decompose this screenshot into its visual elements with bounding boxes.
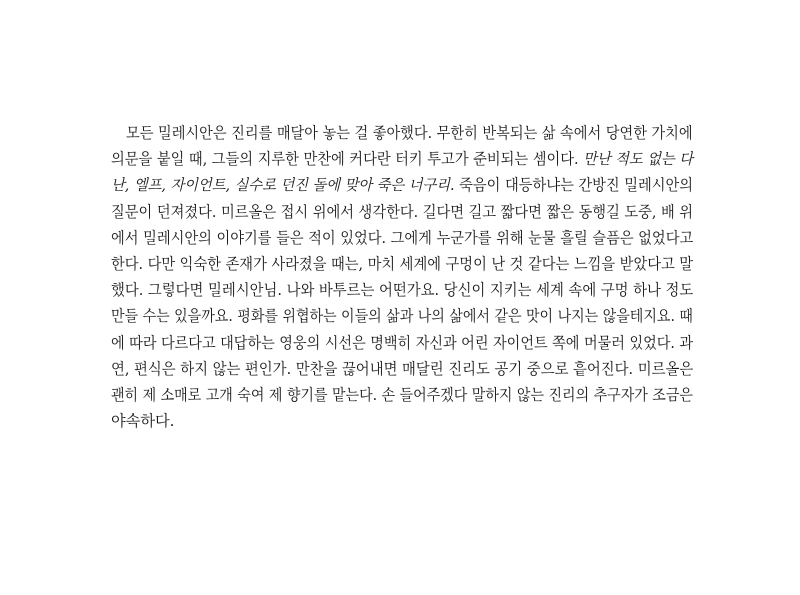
- body-paragraph: [111, 120, 693, 434]
- text-run: 의문을 붙일 때, 그들의 지루한 만찬에 커다란 터키 투고가 준비되는 셈이다.: [111, 150, 584, 169]
- text-run: 야속하다.: [111, 412, 175, 431]
- text-run: 에서 밀레시안의 이야기를 들은 적이 있었다. 그에게 누군가를 위해 눈물 흘릴 슬픔은 없었다고: [111, 228, 694, 247]
- text-line: [111, 172, 693, 198]
- text-run: 했다. 그렇다면 밀레시안님. 나와 바투르는 어떤가요. 당신이 지키는 세계 속에 구멍 하나 정도: [111, 281, 694, 300]
- text-line: [111, 408, 693, 434]
- text-line: [111, 120, 693, 146]
- text-run: 한다. 다만 익숙한 존재가 사라졌을 때는, 마치 세계에 구멍이 난 것 같다는 느낌을 받았다고 말: [111, 254, 694, 273]
- text-run: 질문이 던져졌다. 미르올은 접시 위에서 생각한다. 길다면 길고 짧다면 짧은 동행길 도중, 배 위: [111, 202, 694, 221]
- text-line: [111, 251, 693, 277]
- text-run: 모든 밀레시안은 진리를 매달아 놓는 걸 좋아했다. 무한히 반복되는 삶 속에서 당연한 가치에: [126, 124, 693, 142]
- text-line: [111, 277, 693, 303]
- text-line: [111, 146, 693, 172]
- text-line: [111, 330, 693, 356]
- italic-text: 난, 엘프, 자이언트, 실수로 던진 돌에 맞아 죽은 너구리.: [111, 176, 455, 195]
- text-run: 만들 수는 있을까요. 평화를 위협하는 이들의 삶과 나의 삶에서 같은 맛이 나지는 않을테지요. 때: [111, 307, 693, 326]
- text-line: [111, 303, 693, 329]
- text-run: 에 따라 다르다고 대답하는 영웅의 시선은 명백히 자신과 어린 자이언트 쪽에 머물러 있었다. 과: [111, 333, 694, 352]
- text-run: 괜히 제 소매로 고개 숙여 제 향기를 맡는다. 손 들어주겠다 말하지 않는 진리의 추구자가 조금은: [111, 385, 693, 404]
- text-line: [111, 225, 693, 251]
- text-line: [111, 356, 693, 382]
- text-run: 연, 편식은 하지 않는 편인가. 만찬을 끊어내면 매달린 진리도 공기 중으로 흩어진다. 미르올은: [111, 359, 694, 378]
- italic-text: 만난 적도 없는 다: [583, 150, 694, 169]
- text-line: [111, 382, 693, 408]
- text-line: [111, 199, 693, 225]
- text-run: 죽음이 대등하냐는 간방진 밀레시안의: [454, 176, 694, 195]
